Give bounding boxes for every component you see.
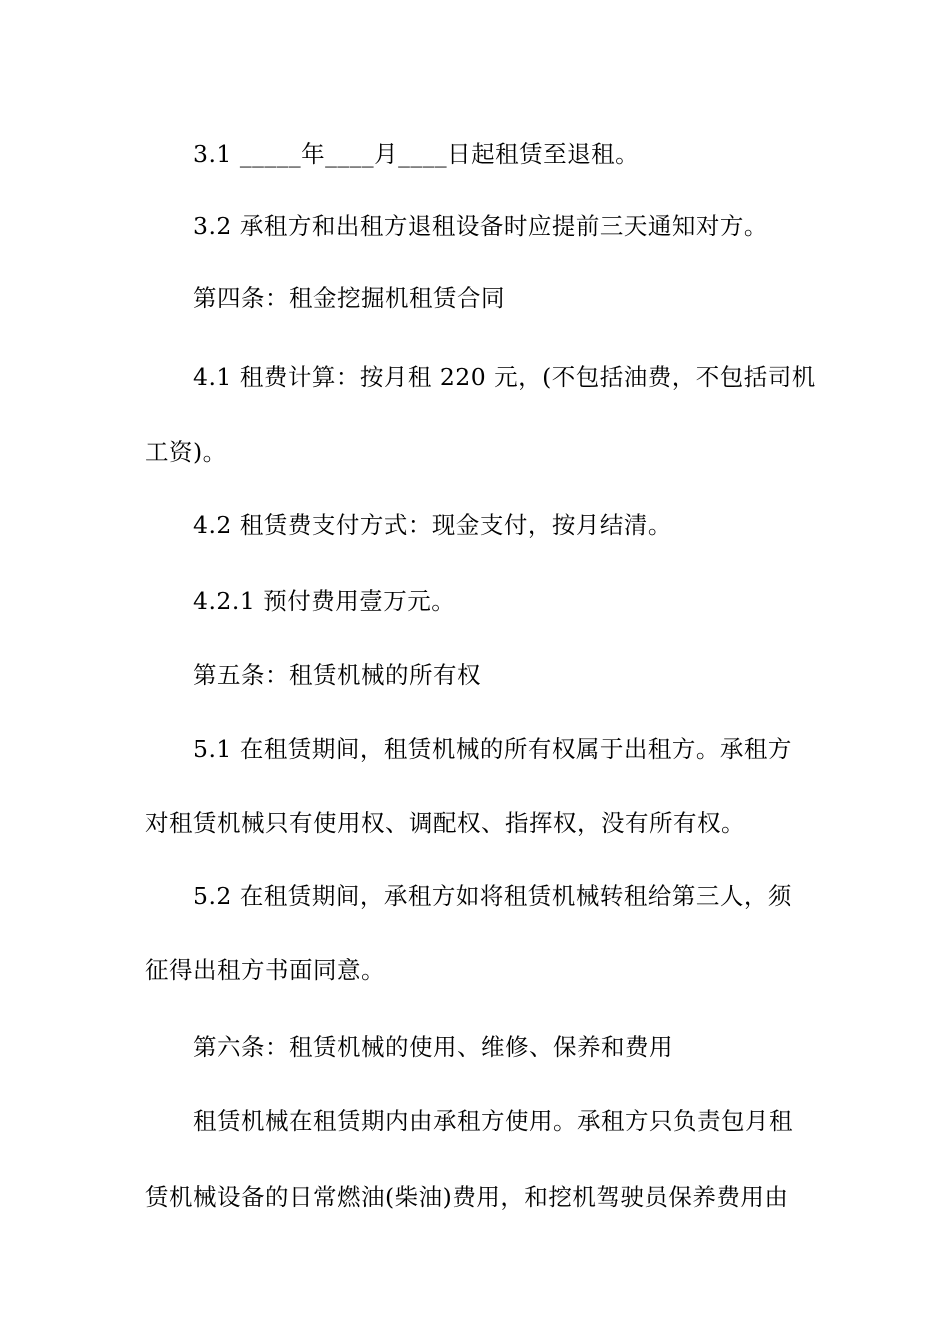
article-6-paragraph: 租赁机械在租赁期内由承租方使用。承租方只负责包月租 — [193, 1107, 793, 1135]
clause-3-1: 3.1 _____年____月____日起租赁至退租。 — [193, 140, 640, 168]
clause-5-1-continued: 对租赁机械只有使用权、调配权、指挥权，没有所有权。 — [145, 809, 745, 837]
clause-4-2: 4.2 租赁费支付方式：现金支付，按月结清。 — [193, 511, 672, 539]
article-5-heading: 第五条：租赁机械的所有权 — [193, 661, 481, 689]
article-6-paragraph-continued: 赁机械设备的日常燃油(柴油)费用，和挖机驾驶员保养费用由 — [145, 1183, 789, 1211]
clause-5-2-continued: 征得出租方书面同意。 — [145, 956, 385, 984]
clause-5-1: 5.1 在租赁期间，租赁机械的所有权属于出租方。承租方 — [193, 735, 792, 763]
clause-4-1: 4.1 租费计算：按月租 220 元，(不包括油费，不包括司机 — [193, 363, 816, 391]
article-4-heading: 第四条：租金挖掘机租赁合同 — [193, 284, 505, 312]
clause-3-2: 3.2 承租方和出租方退租设备时应提前三天通知对方。 — [193, 212, 768, 240]
clause-5-2: 5.2 在租赁期间，承租方如将租赁机械转租给第三人，须 — [193, 882, 792, 910]
clause-4-2-1: 4.2.1 预付费用壹万元。 — [193, 587, 456, 615]
article-6-heading: 第六条：租赁机械的使用、维修、保养和费用 — [193, 1033, 673, 1061]
clause-4-1-continued: 工资)。 — [145, 438, 227, 466]
